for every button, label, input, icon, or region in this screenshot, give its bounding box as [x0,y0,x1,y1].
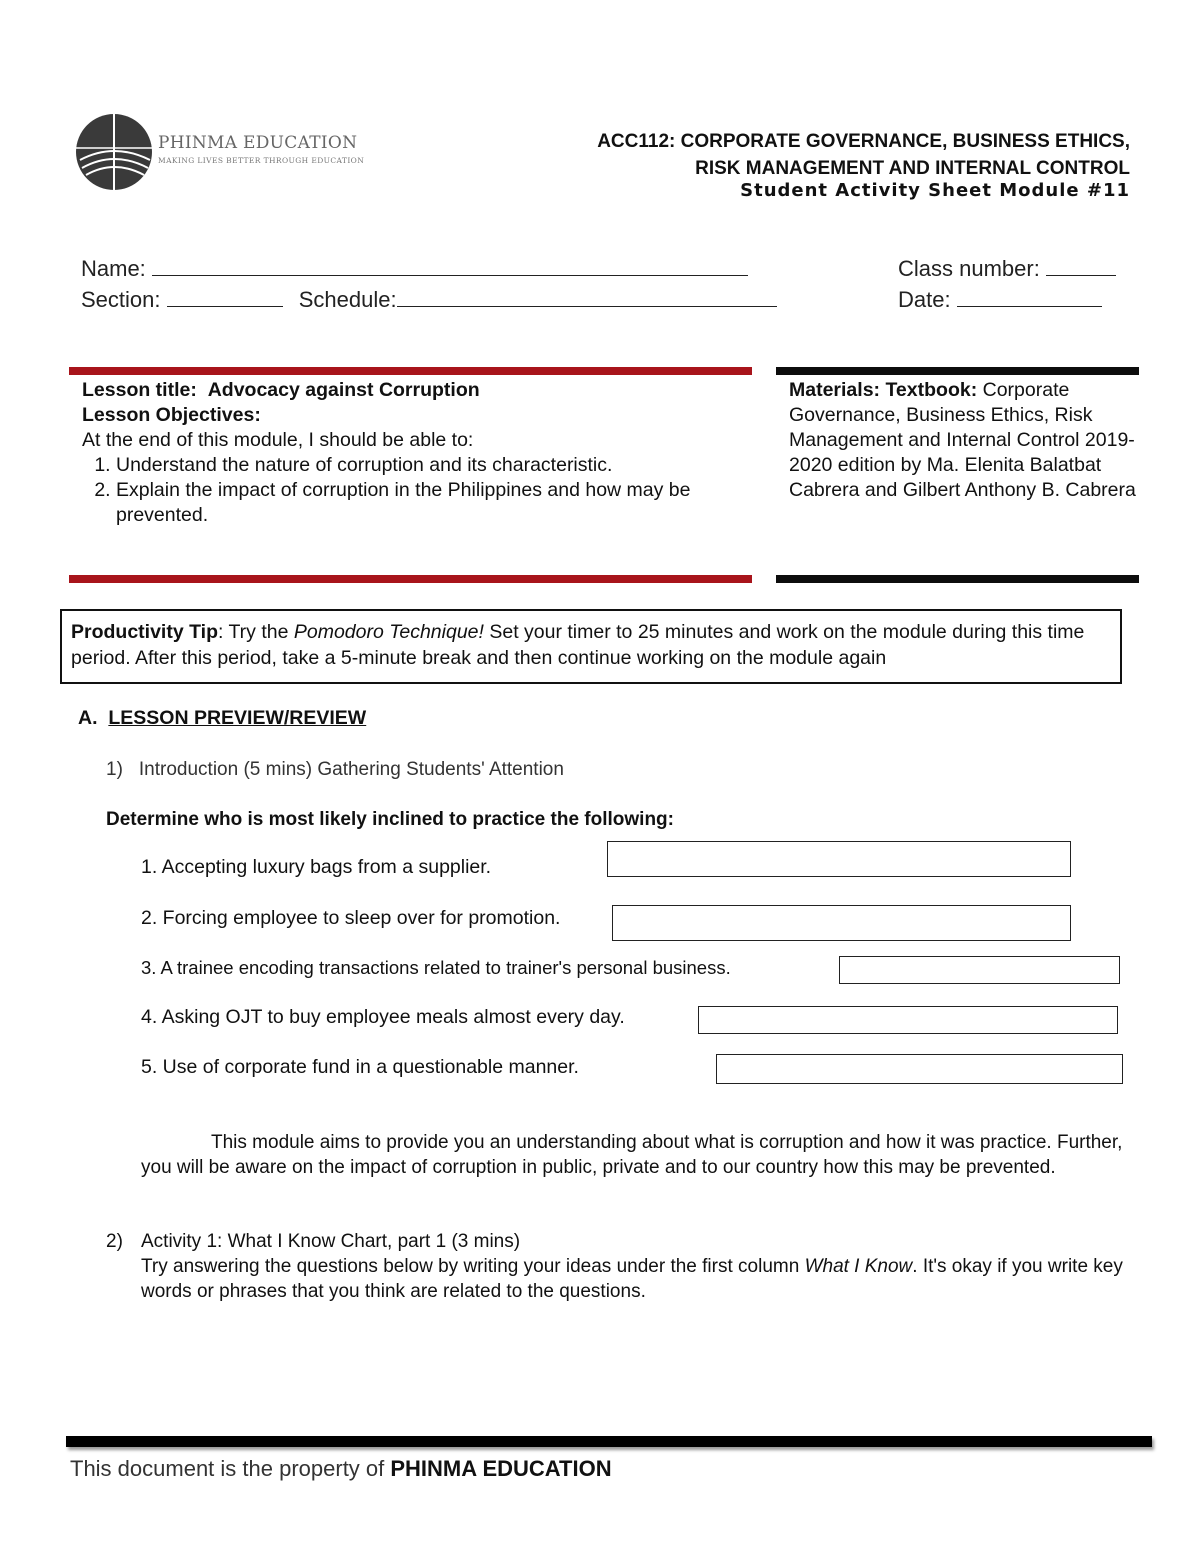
name-label: Name: [81,256,146,281]
lesson-title-label: Lesson title: [82,379,197,401]
lesson-bottom-bar [69,575,752,583]
materials-top-bar [776,367,1139,375]
section-a-letter: A. [78,707,98,729]
section-a-title: LESSON PREVIEW/REVIEW [108,707,367,729]
objectives-label: Lesson Objectives: [82,404,261,426]
date-label: Date: [898,287,951,312]
materials-text: Corporate Governance, Business Ethics, Risk Management and Internal Control 2019-2020 edition by Ma. Elenita Balatbat Cabrera and Gilbert Anthony B. Cabrera [789,379,1136,501]
activity-title: Activity 1: What I Know Chart, part 1 (3 mins) [141,1231,521,1252]
question-1: 1. Accepting luxury bags from a supplier. [141,856,492,878]
intro-text: Introduction (5 mins) Gathering Students' Attention [138,759,564,780]
class-number-line[interactable] [1046,257,1116,276]
section-field[interactable] [81,287,777,313]
activity-instructions [141,1254,1131,1304]
class-number-label: Class number: [898,256,1040,281]
materials-label: Materials: [789,379,881,401]
logo-tagline: MAKING LIVES BETTER THROUGH EDUCATION [158,156,365,165]
course-line-2: RISK MANAGEMENT AND INTERNAL CONTROL [695,158,1130,179]
objectives-intro: At the end of this module, I should be able to: [82,429,474,451]
name-field[interactable] [81,256,748,282]
sheet-title: Student Activity Sheet Module #11 [740,180,1130,201]
footer-bar [66,1436,1152,1447]
objective-item: 1. Understand the nature of corruption and its characteristic. [116,453,752,478]
tip-label: Productivity Tip [71,621,218,643]
footer-pre: This document is the property of [70,1456,391,1481]
textbook-label: Textbook: [885,379,978,401]
question-3: 3. A trainee encoding transactions related to trainer's personal business. [141,957,731,978]
activity-number: 2) [106,1231,123,1252]
class-number-field[interactable] [898,256,1116,282]
determine-prompt: Determine who is most likely inclined to practice the following: [106,809,674,830]
date-field[interactable] [898,287,1102,313]
productivity-tip-box [60,609,1122,684]
lesson-title-line [82,378,752,403]
tip-pre: : Try the [218,621,294,643]
answer-box-5[interactable] [716,1054,1123,1084]
intro-item [106,757,564,782]
date-line[interactable] [957,288,1102,307]
section-label: Section: [81,287,161,312]
name-line[interactable] [152,257,748,276]
question-5: 5. Use of corporate fund in a questionable manner. [141,1056,579,1078]
tip-post: Set your timer to 25 minutes and work on the module during this time period. After this period, take a 5-minute break and then continue working on the module again [71,621,1085,669]
objective-item: 2. Explain the impact of corruption in the Philippines and how may be prevented. [116,478,752,528]
intro-number: 1) [106,759,123,780]
course-title [597,128,1130,182]
footer-org: PHINMA EDUCATION [390,1456,612,1481]
answer-box-1[interactable] [607,841,1071,877]
materials-info [789,378,1139,503]
module-paragraph: This module aims to provide you an understanding about what is corruption and how it was practice. Further, you will be aware on the impact of corruption in public, private and to our country how this may be prevented. [141,1132,1123,1178]
question-2: 2. Forcing employee to sleep over for promotion. [141,907,561,929]
question-4: 4. Asking OJT to buy employee meals almost every day. [141,1006,625,1028]
footer-text [70,1456,612,1482]
lesson-info [82,378,752,528]
lesson-top-bar [69,367,752,375]
course-line-1: ACC112: CORPORATE GOVERNANCE, BUSINESS ETHICS, [597,131,1130,152]
section-a-heading [78,707,366,730]
activity-what-i-know: What I Know [804,1256,913,1277]
logo-name: PHINMA EDUCATION [158,133,358,153]
schedule-line[interactable] [397,288,777,307]
materials-bottom-bar [776,575,1139,583]
activity-post: . It's okay if you write key words or phrases that you think are related to the questions. [141,1256,1123,1302]
objectives-list [82,453,752,528]
schedule-label: Schedule: [298,287,397,312]
answer-box-4[interactable] [698,1006,1118,1034]
answer-box-2[interactable] [612,905,1071,941]
activity-block [141,1229,1131,1304]
answer-box-3[interactable] [839,956,1120,984]
globe-book-icon [74,112,156,192]
tip-technique: Pomodoro Technique! [293,621,484,643]
activity-pre: Try answering the questions below by writing your ideas under the first column [141,1256,805,1277]
section-line[interactable] [167,288,283,307]
lesson-title: Advocacy against Corruption [207,379,480,401]
